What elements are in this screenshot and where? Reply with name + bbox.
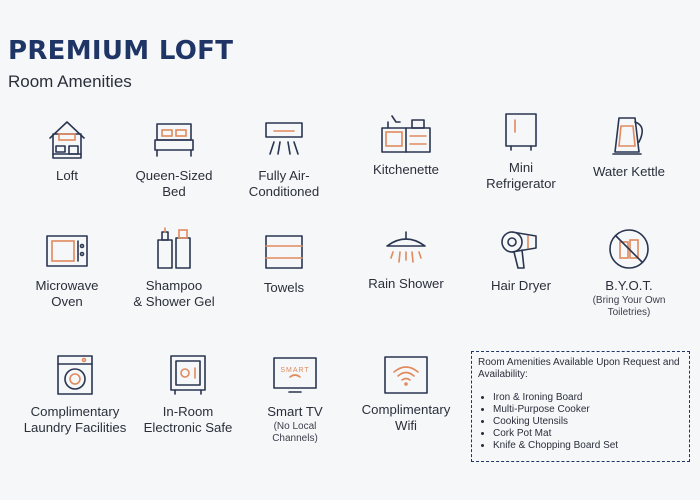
amenity-laundry xyxy=(10,352,140,436)
no-toiletries-icon xyxy=(606,226,652,272)
amenity-label: Complimentary Wifi xyxy=(361,402,451,433)
microwave-icon xyxy=(44,232,90,272)
amenity-label: Shampoo & Shower Gel xyxy=(133,278,215,309)
list-item: • Multi-Purpose Cooker xyxy=(493,404,683,416)
kettle-icon xyxy=(609,112,649,158)
amenity-label: Towels xyxy=(263,280,305,295)
amenity-rain-shower xyxy=(341,230,471,292)
amenity-kettle xyxy=(564,112,694,180)
air-conditioner-icon xyxy=(262,118,306,162)
amenity-label: Water Kettle xyxy=(592,164,666,179)
list-item: • Iron & Ironing Board xyxy=(493,392,683,404)
amenity-label: Microwave Oven xyxy=(35,278,99,309)
amenity-byot xyxy=(564,226,694,319)
smart-tv-icon xyxy=(271,354,319,398)
amenity-label: Queen-Sized Bed xyxy=(135,168,213,199)
rain-shower-icon xyxy=(383,230,429,270)
tv-screen-text: SMART xyxy=(280,367,310,374)
amenity-label: Complimentary Laundry Facilities xyxy=(23,404,127,435)
request-box-heading: Room Amenities Available Upon Request and Availability: xyxy=(478,357,680,380)
request-list xyxy=(478,392,683,452)
list-item: • Cork Pot Mat xyxy=(493,428,683,440)
amenity-towels xyxy=(219,232,349,296)
amenity-label: B.Y.O.T. xyxy=(605,278,653,293)
list-item: • Cooking Utensils xyxy=(493,416,683,428)
request-amenities-box xyxy=(471,351,690,462)
safe-icon xyxy=(167,352,209,398)
loft-icon xyxy=(47,118,87,162)
wifi-icon xyxy=(382,354,430,396)
list-item: • Knife & Chopping Board Set xyxy=(493,440,683,452)
shampoo-icon xyxy=(152,226,196,272)
amenity-label: Loft xyxy=(56,168,78,183)
refrigerator-icon xyxy=(501,110,541,154)
towels-icon xyxy=(262,232,306,274)
amenity-note: (Bring Your Own Toiletries) xyxy=(592,295,666,318)
amenity-label: Fully Air- Conditioned xyxy=(248,168,320,199)
washing-machine-icon xyxy=(54,352,96,398)
amenity-kitchenette xyxy=(341,110,471,178)
amenity-air-conditioning xyxy=(219,118,349,200)
amenity-label: Kitchenette xyxy=(373,162,439,177)
amenity-label: In-Room Electronic Safe xyxy=(143,404,233,435)
amenity-label: Hair Dryer xyxy=(490,278,552,293)
hair-dryer-icon xyxy=(498,228,544,272)
kitchenette-icon xyxy=(378,110,434,156)
page-title: PREMIUM LOFT xyxy=(8,36,234,66)
bed-icon xyxy=(152,118,196,162)
amenity-note: (No Local Channels) xyxy=(272,421,318,444)
amenity-label: Smart TV xyxy=(267,404,323,419)
page-subtitle: Room Amenities xyxy=(8,72,132,91)
amenity-label: Mini Refrigerator xyxy=(486,160,556,191)
amenity-label: Rain Shower xyxy=(368,276,444,291)
amenity-wifi xyxy=(341,354,471,434)
